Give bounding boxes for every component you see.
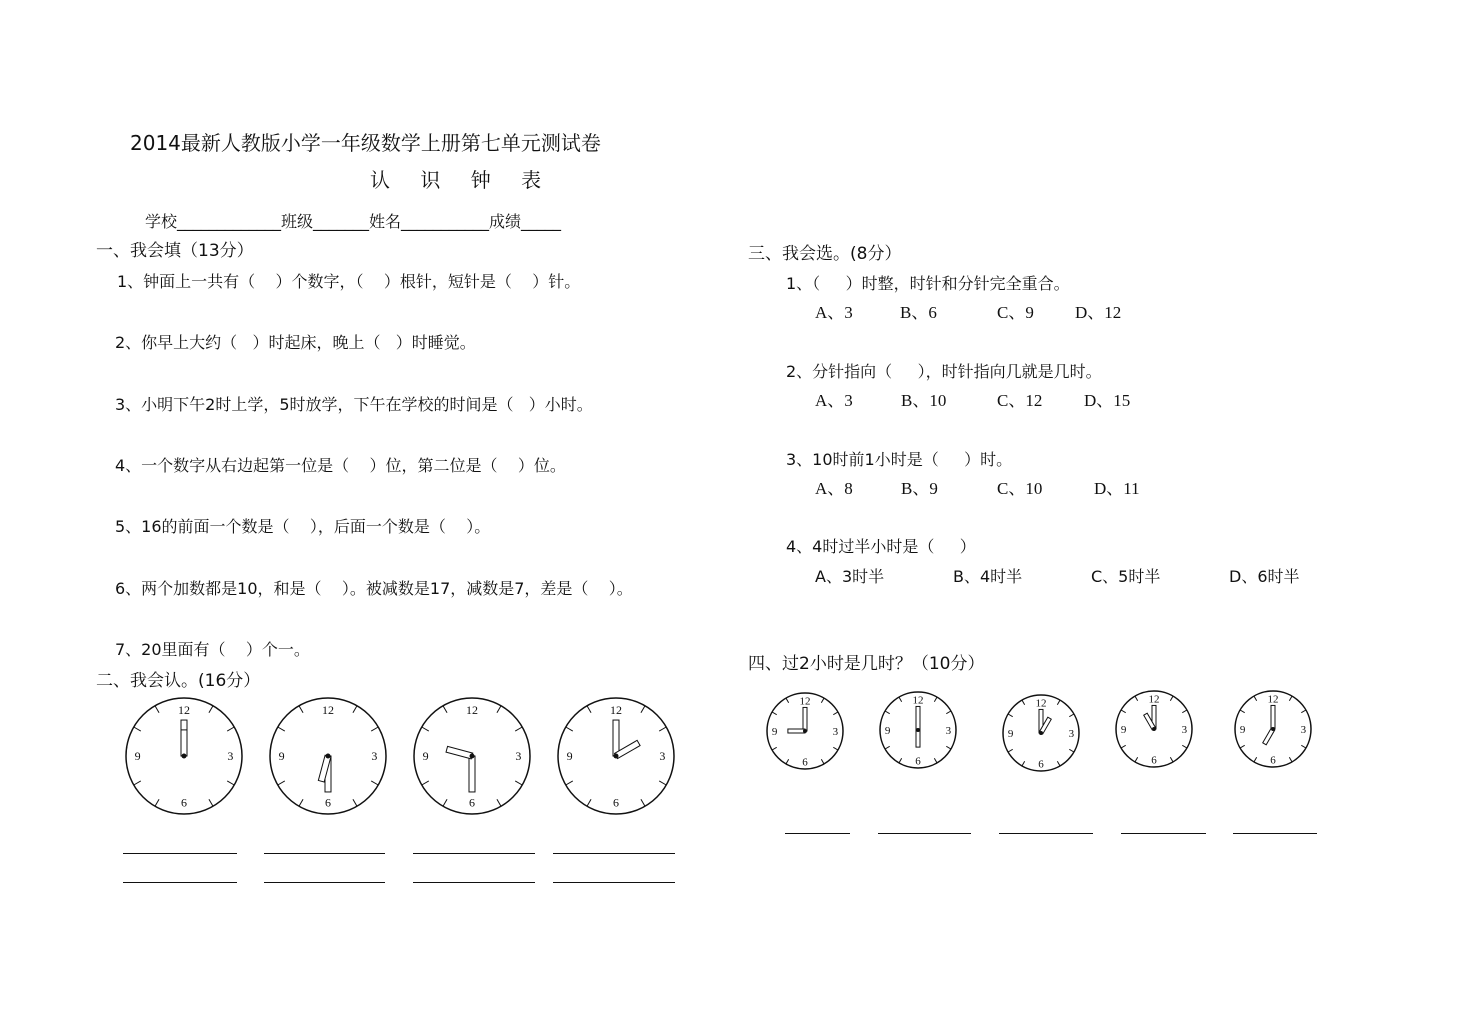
fill-question-4: 4、一个数字从右边起第一位是（ ）位，第二位是（ ）位。 — [115, 456, 566, 475]
answer-line[interactable] — [264, 853, 385, 854]
clock-face — [765, 691, 845, 771]
clock-center — [470, 754, 475, 759]
page-subtitle: 认 识 钟 表 — [370, 168, 554, 192]
minute-hand — [613, 720, 619, 756]
fill-question-3: 3、小明下午2时上学，5时放学，下午在学校的时间是（ ）小时。 — [115, 395, 593, 414]
clock-numeral: 9 — [134, 749, 141, 764]
clock-numeral: 3 — [227, 749, 234, 764]
fill-question-2: 2、你早上大约（ ）时起床，晚上（ ）时睡觉。 — [115, 333, 476, 352]
minute-hand — [916, 706, 920, 730]
hour-hand — [181, 730, 187, 756]
option-a[interactable]: A、3 — [815, 391, 853, 410]
fill-question-7: 7、20里面有（ ）个一。 — [115, 640, 310, 659]
option-c[interactable]: C、10 — [997, 479, 1043, 498]
fill-question-1: 1、钟面上一共有（ ）个数字，（ ）根针，短针是（ ）针。 — [117, 272, 581, 291]
clock-numeral: 6 — [802, 756, 808, 769]
option-d[interactable]: D、15 — [1084, 391, 1131, 410]
clock-face — [878, 690, 958, 770]
clock-numeral: 12 — [1148, 693, 1160, 706]
clock-numeral: 9 — [1239, 723, 1246, 736]
answer-line[interactable] — [123, 853, 237, 854]
answer-line[interactable] — [999, 833, 1093, 834]
clock-numeral: 9 — [278, 749, 285, 764]
clock-numeral: 12 — [799, 695, 811, 708]
minute-hand — [469, 756, 475, 792]
section2-heading: 二、我会认。(16分） — [96, 671, 261, 691]
clock-numeral: 3 — [1300, 723, 1307, 736]
clock-numeral: 6 — [469, 795, 475, 810]
hour-hand — [916, 730, 920, 747]
clock-numeral: 12 — [466, 702, 478, 717]
option-d[interactable]: D、12 — [1075, 303, 1122, 322]
answer-line[interactable] — [264, 882, 385, 883]
clock-numeral: 12 — [610, 702, 622, 717]
clock-numeral: 3 — [945, 724, 952, 737]
section1-heading: 一、我会填（13分） — [96, 241, 254, 261]
clock-numeral: 3 — [1181, 723, 1188, 736]
page-title: 2014最新人教版小学一年级数学上册第七单元测试卷 — [130, 131, 601, 155]
option-c[interactable]: C、5时半 — [1091, 567, 1161, 586]
clock-numeral: 9 — [884, 724, 891, 737]
clock-face — [1114, 689, 1194, 769]
clock-face — [268, 696, 388, 816]
minute-hand — [803, 707, 807, 731]
option-b[interactable]: B、4时半 — [953, 567, 1023, 586]
clock-numeral: 3 — [832, 725, 839, 738]
clock-numeral: 6 — [613, 795, 619, 810]
section3-heading: 三、我会选。(8分） — [748, 244, 902, 264]
answer-line[interactable] — [785, 833, 850, 834]
option-b[interactable]: B、10 — [901, 391, 947, 410]
clock-face — [556, 696, 676, 816]
option-b[interactable]: B、6 — [900, 303, 937, 322]
clock-center — [614, 754, 619, 759]
option-b[interactable]: B、9 — [901, 479, 938, 498]
clock-center — [326, 754, 331, 759]
clock-center — [1039, 731, 1043, 735]
clock-numeral: 6 — [1270, 754, 1276, 767]
clock-numeral: 6 — [181, 795, 187, 810]
answer-line[interactable] — [553, 853, 675, 854]
clock-numeral: 12 — [912, 694, 924, 707]
fill-question-5: 5、16的前面一个数是（ ），后面一个数是（ ）。 — [115, 517, 491, 536]
option-d[interactable]: D、11 — [1094, 479, 1140, 498]
clock-numeral: 9 — [771, 725, 778, 738]
choice-question-1: 1、（ ）时整，时针和分针完全重合。 — [786, 274, 1070, 293]
clock-numeral: 12 — [322, 702, 334, 717]
clock-numeral: 3 — [659, 749, 666, 764]
answer-line[interactable] — [413, 853, 535, 854]
section4-heading: 四、过2小时是几时？（10分） — [748, 654, 985, 674]
option-a[interactable]: A、3时半 — [815, 567, 885, 586]
option-c[interactable]: C、12 — [997, 391, 1043, 410]
clock-numeral: 3 — [515, 749, 522, 764]
clock-numeral: 6 — [915, 755, 921, 768]
clock-numeral: 12 — [178, 702, 190, 717]
clock-numeral: 9 — [566, 749, 573, 764]
clock-numeral: 12 — [1267, 693, 1279, 706]
clock-face — [1233, 689, 1313, 769]
answer-line[interactable] — [123, 882, 237, 883]
clock-numeral: 6 — [1038, 758, 1044, 771]
answer-line[interactable] — [553, 882, 675, 883]
clock-numeral: 3 — [1068, 727, 1075, 740]
minute-hand — [1271, 705, 1275, 729]
clock-center — [182, 754, 187, 759]
clock-center — [916, 728, 920, 732]
option-d[interactable]: D、6时半 — [1229, 567, 1300, 586]
choice-question-2: 2、分针指向（ ），时针指向几就是几时。 — [786, 362, 1102, 381]
option-a[interactable]: A、8 — [815, 479, 853, 498]
hour-hand — [788, 729, 805, 733]
answer-line[interactable] — [878, 833, 971, 834]
clock-numeral: 12 — [1035, 697, 1047, 710]
clock-face — [1001, 693, 1081, 773]
option-c[interactable]: C、9 — [997, 303, 1034, 322]
answer-line[interactable] — [1233, 833, 1317, 834]
clock-center — [1271, 727, 1275, 731]
choice-question-4: 4、4时过半小时是（ ） — [786, 537, 976, 556]
answer-line[interactable] — [1121, 833, 1206, 834]
clock-numeral: 9 — [422, 749, 429, 764]
answer-line[interactable] — [413, 882, 535, 883]
clock-numeral: 6 — [325, 795, 331, 810]
clock-center — [1152, 727, 1156, 731]
option-a[interactable]: A、3 — [815, 303, 853, 322]
clock-face — [124, 696, 244, 816]
choice-question-3: 3、10时前1小时是（ ）时。 — [786, 450, 1013, 469]
clock-center — [803, 729, 807, 733]
clock-numeral: 9 — [1120, 723, 1127, 736]
student-info-line: 学校_____________班级_______姓名___________成绩_____ — [145, 212, 562, 231]
clock-face — [412, 696, 532, 816]
clock-numeral: 6 — [1151, 754, 1157, 767]
clock-numeral: 9 — [1007, 727, 1014, 740]
fill-question-6: 6、两个加数都是10，和是（ ）。被减数是17，减数是7，差是（ ）。 — [115, 579, 633, 598]
clock-numeral: 3 — [371, 749, 378, 764]
